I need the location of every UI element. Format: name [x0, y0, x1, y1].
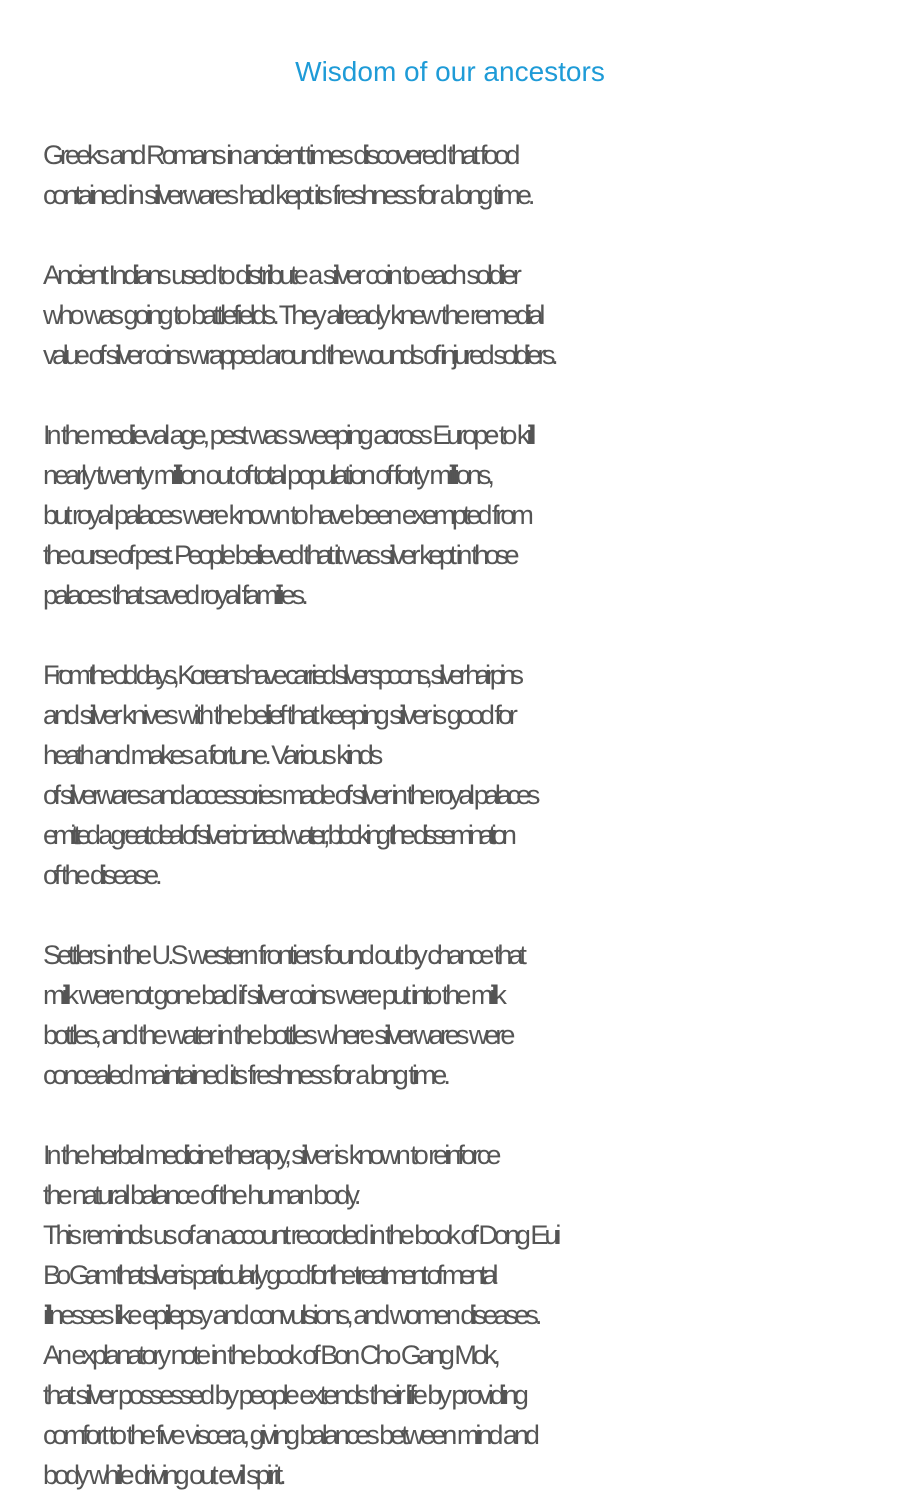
text-line: concealed maintained its freshness for a long time. [43, 1060, 447, 1090]
text-line: that silver possessed by people extends their life by providing [43, 1380, 525, 1410]
text-line: value of silver coins wrapped around the wounds of injured soldiers. [43, 340, 555, 370]
text-line: the curse of pest. People believed that it was silver kept in those [43, 540, 516, 570]
text-line: In the medieval age, pest was sweeping across Europe to kill [43, 420, 533, 450]
text-line: and silver knives with the belief that keeping silver is good for [43, 700, 514, 730]
paragraph-spacer [43, 1095, 898, 1135]
text-line: of the disease. [43, 860, 159, 890]
text-line: but royal palaces were known to have been exempted from [43, 500, 530, 530]
paragraph-spacer [43, 215, 898, 255]
paragraph-medieval-age [43, 415, 898, 615]
text-line: Settlers in the U.S western frontiers found out by chance that [43, 940, 523, 970]
paragraph-us-settlers [43, 935, 898, 1095]
text-line: An explanatory note in the book of Bon Cho Gang Mok, [43, 1340, 497, 1370]
text-line: In the herbal medicine therapy, silver is known to reinforce [43, 1140, 498, 1170]
text-line: the natural balance of the human body. [43, 1180, 358, 1210]
text-line: From the old days, Koreans have carried silver spoons, silver hairpins [43, 660, 519, 690]
text-line: heath and makes a fortune. Various kinds [43, 740, 380, 770]
paragraph-spacer [43, 375, 898, 415]
paragraph-koreans [43, 655, 898, 895]
article-body [43, 135, 898, 1495]
paragraph-greeks-romans [43, 135, 898, 215]
text-line: milk were not gone bad if silver coins were put into the milk [43, 980, 503, 1010]
text-line: emitted a great deal of silver ionized water, blocking the dissemination [43, 820, 512, 850]
paragraph-spacer [43, 895, 898, 935]
text-line: comfort to the five viscera, giving balances between mind and [43, 1420, 536, 1450]
text-line: contained in silverwares had kept its freshness for a long time. [43, 180, 532, 210]
text-line: Bo Gam that silver is particularly good for the treatment of mental [43, 1260, 494, 1290]
text-line: nearly twenty million out of total population of forty millions, [43, 460, 491, 490]
text-line: This reminds us of an account recorded in the book of Dong Eui [43, 1220, 558, 1250]
text-line: illnesses like epilepsy and convulsions, and women diseases. [43, 1300, 539, 1330]
paragraph-herbal-medicine [43, 1135, 898, 1495]
paragraph-spacer [43, 615, 898, 655]
text-line: bottles, and the water in the bottles where silverwares were [43, 1020, 512, 1050]
text-line: body while driving out evil spirit. [43, 1460, 283, 1490]
paragraph-ancient-indians [43, 255, 898, 375]
text-line: who was going to battlefields. They already knew the remedial [43, 300, 542, 330]
text-line: Greeks and Romans in ancient times discovered that food [43, 140, 517, 170]
text-line: Ancient Indians used to distribute a silver coin to each soldier [43, 260, 518, 290]
text-line: of silverwares and accessories made of silver in the royal palaces [43, 780, 536, 810]
page-title: Wisdom of our ancestors [295, 56, 605, 87]
text-line: palaces that saved royal families. [43, 580, 305, 610]
